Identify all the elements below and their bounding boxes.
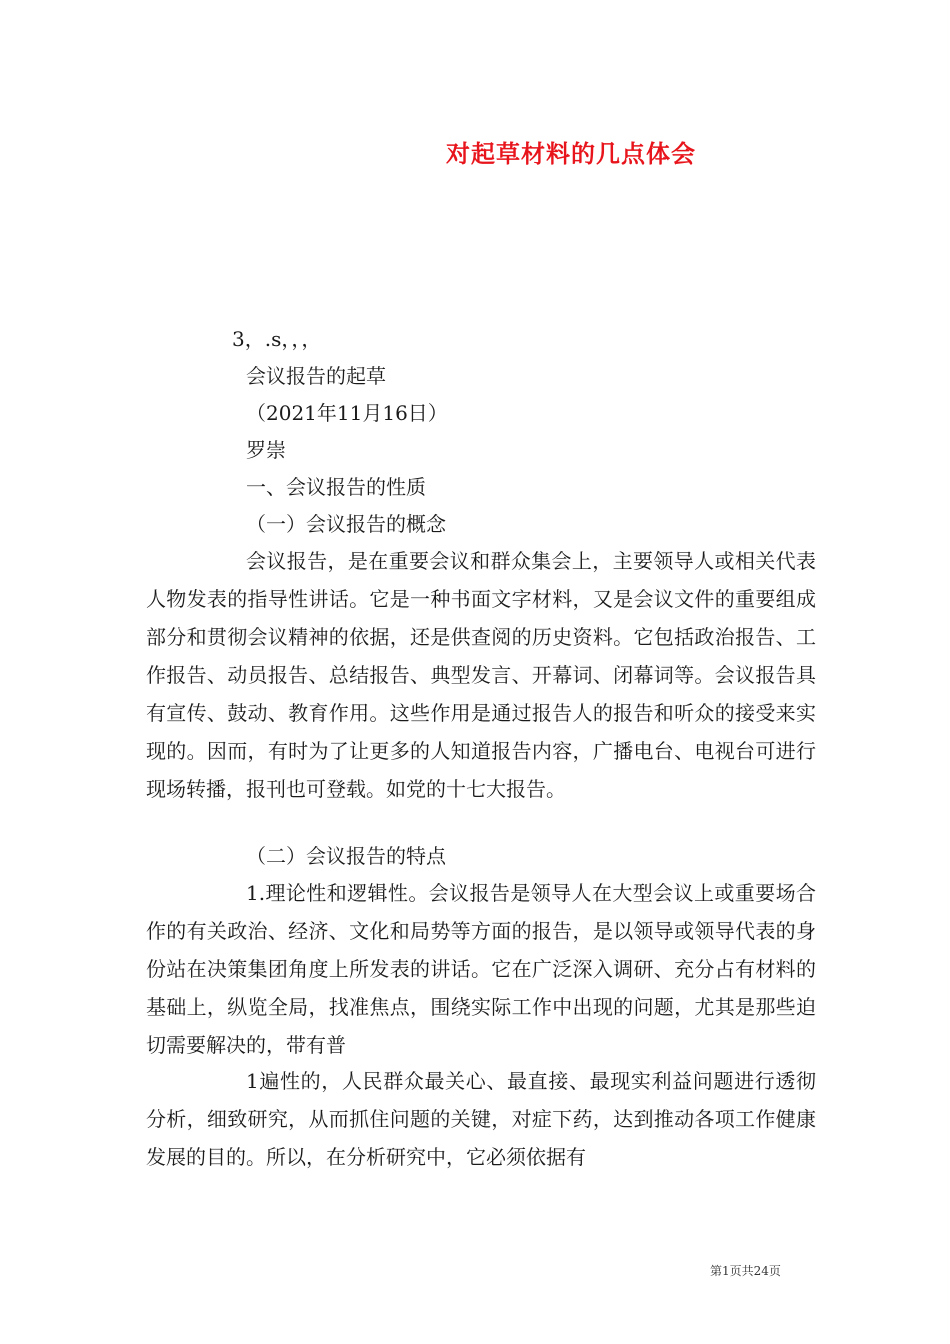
paragraph-concept: 会议报告，是在重要会议和群众集会上，主要领导人或相关代表人物发表的指导性讲话。它是一种书面文字材料，又是会议文件的重要组成部分和贯彻会议精神的依据，还是供查阅的历史资料。它包括政治报告、工作报告、动员报告、总结报告、典型发言、开幕词、闭幕词等。会议报告具有宣传、鼓动、教育作用。这些作用是通过报告人的报告和听众的接受来实现的。因而，有时为了让更多的人知道报告内容，广播电台、电视台可进行现场转播，报刊也可登载。如党的十七大报告。 xyxy=(146,549,816,801)
page-number: 第1页共24页 xyxy=(710,1264,781,1278)
paragraph-theory-logic: 1.理论性和逻辑性。会议报告是领导人在大型会议上或重要场合作的有关政治、经济、文化和局势等方面的报告，是以领导或领导代表的身份站在决策集团角度上所发表的讲话。它在广泛深入调研、充分占有材料的基础上，纵览全局，找准焦点，围绕实际工作中出现的问题，尤其是那些迫切需要解决的，带有普 xyxy=(146,881,816,1057)
subsection-heading-1: （一）会议报告的概念 xyxy=(246,512,446,536)
report-author: 罗崇 xyxy=(246,438,286,462)
paragraph-continuation: 1遍性的，人民群众最关心、最直接、最现实利益问题进行透彻分析，细致研究，从而抓住问题的关键，对症下药，达到推动各项工作健康发展的目的。所以，在分析研究中，它必须依据有 xyxy=(146,1069,816,1169)
stray-marks: 3，.s，，， xyxy=(232,327,322,351)
report-date: （2021年11月16日） xyxy=(246,401,448,425)
report-title: 会议报告的起草 xyxy=(246,364,386,388)
document-title: 对起草材料的几点体会 xyxy=(446,139,696,168)
section-heading-1: 一、会议报告的性质 xyxy=(246,475,426,499)
subsection-heading-2: （二）会议报告的特点 xyxy=(246,844,446,868)
